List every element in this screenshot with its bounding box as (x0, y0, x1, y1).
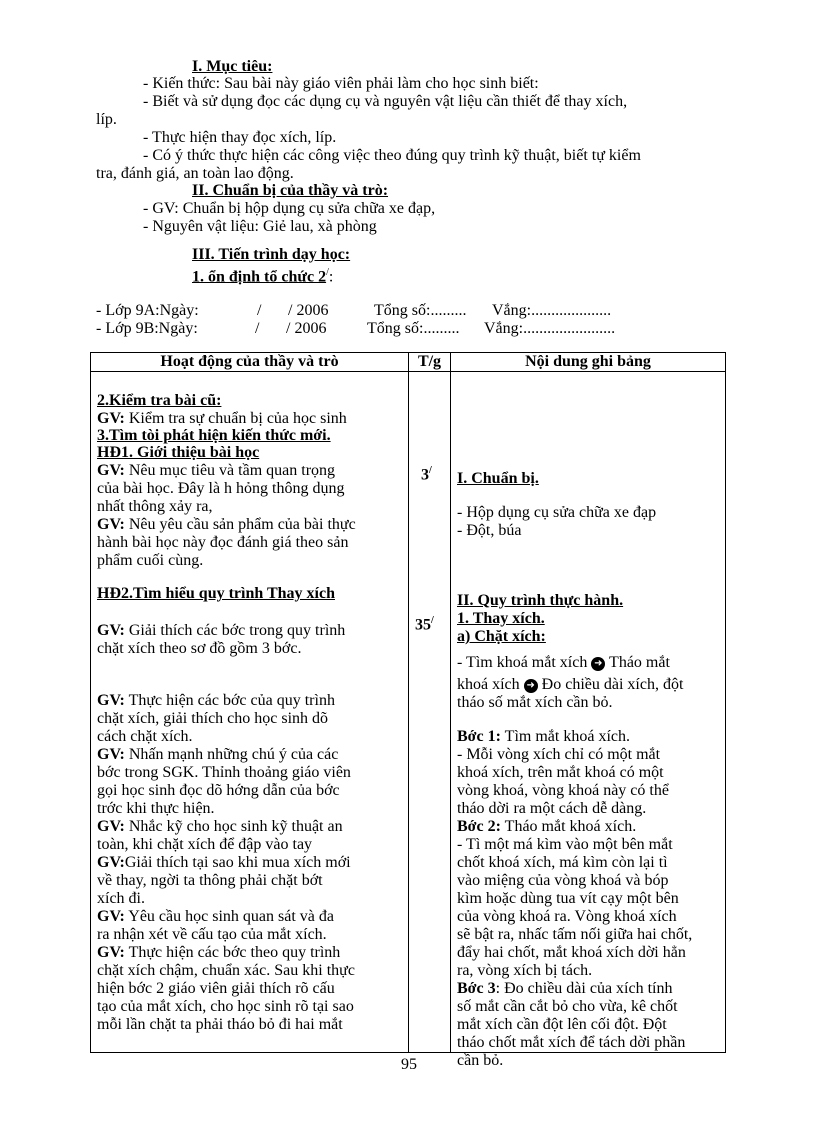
absent-count: Vắng:.................... (492, 302, 612, 319)
activity-line (97, 782, 340, 800)
steps-summary-line: tháo số mắt xích cần bỏ. (457, 694, 613, 711)
line-text: của bài học. Đây là h hỏng thông dụng (97, 480, 345, 497)
line-text: Tháo mắt (605, 654, 670, 671)
section-preparation-heading: II. Chuẩn bị của thầy và trò: (192, 182, 389, 199)
line-text: Nhấn mạnh những chú ý của các (124, 746, 339, 763)
activity1-heading: HĐ1. Giới thiệu bài học (97, 444, 260, 461)
gv-label: GV: (97, 818, 125, 835)
activity-line (97, 926, 327, 944)
table-header-row (91, 353, 726, 372)
objective-line: - Thực hiện thay đọc xích, líp. (143, 129, 337, 146)
gv-label: GV: (97, 692, 125, 709)
gv-label: GV: (97, 462, 125, 479)
new-knowledge-heading: 3.Tìm tòi phát hiện kiến thức mới. (97, 427, 331, 444)
organization-heading (192, 264, 333, 286)
chain-cutting-heading: a) Chặt xích: (457, 628, 546, 645)
objective-line: - Biết và sử dụng đọc các dụng cụ và nguyên vật liệu cần thiết để thay xích, (143, 93, 628, 110)
class-label: - Lớp 9A:Ngày: (96, 302, 199, 319)
steps-summary-line (457, 676, 683, 694)
organization-heading-text: 1. ổn định tổ chức 2 (192, 268, 327, 286)
gv-label: GV: (97, 746, 125, 763)
line-text: mỗi lần chặt ta phải tháo bỏ đi hai mắt (97, 1016, 343, 1033)
total-count: Tổng số:......... (374, 302, 467, 319)
step-line: mắt xích cần đột lên cối đột. Đột (457, 1016, 667, 1033)
line-text: Tháo mắt khoá xích. (500, 818, 637, 835)
preparation-item: - Hộp dụng cụ sửa chữa xe đạp (457, 504, 657, 521)
activity-line (97, 516, 356, 534)
activity-line (97, 944, 340, 962)
step-line: chốt khoá xích, má kìm còn lại tì (457, 854, 668, 871)
activity-line (97, 998, 354, 1016)
step-line: cần bỏ. (457, 1052, 504, 1069)
time-cell (409, 372, 451, 1053)
activity-line (97, 818, 343, 836)
board-content-cell (451, 372, 726, 1069)
line-text: hành bài học này đọc đánh giá theo sản (97, 534, 349, 551)
activity-line (97, 1016, 343, 1034)
page-number: 95 (401, 1056, 417, 1073)
activity-line (97, 498, 213, 516)
step-line: của vòng khoá ra. Vòng khoá xích (457, 908, 677, 925)
step-line: số mắt cần cắt bỏ cho vừa, kê chốt (457, 998, 678, 1015)
step-line: - Mỗi vòng xích chỉ có một mắt (457, 746, 661, 763)
line-text: : Đo chiều dài của xích tính (495, 980, 673, 997)
activity-line (97, 462, 335, 480)
line-text: Nhắc kỹ cho học sinh kỹ thuật an (124, 818, 343, 835)
activity-line (97, 980, 335, 998)
line-text: chặt xích theo sơ đồ gồm 3 bớc. (97, 640, 302, 657)
line-text: bớc trong SGK. Thỉnh thoảng giáo viên (97, 764, 351, 781)
step-label: Bớc 1: (457, 728, 501, 745)
time-value (415, 612, 434, 634)
steps-summary-line (457, 654, 670, 672)
step3-title (457, 980, 672, 998)
gv-label: GV: (97, 410, 125, 427)
activity-line (97, 534, 348, 552)
practice-procedure-heading: II. Quy trình thực hành. (457, 592, 624, 609)
gv-label: GV: (97, 516, 125, 533)
date-slash: / (257, 302, 262, 319)
arrow-icon: ➜ (524, 679, 538, 693)
activity-line (97, 890, 145, 908)
objective-line: - Kiến thức: Sau bài này giáo viên phải làm cho học sinh biết: (143, 75, 539, 92)
step-line: vòng khoá, vòng khoá này có thể (457, 782, 669, 799)
absent-count: Vắng:....................... (484, 320, 616, 337)
line-text: cách chặt xích. (97, 728, 193, 745)
line-text: gọi học sinh đọc dõ hớng dẫn của bớc (97, 782, 340, 799)
line-text: Thực hiện các bớc theo quy trình (124, 944, 341, 961)
line-text: Nêu yêu cầu sản phẩm của bài thực (124, 516, 356, 533)
chain-replacement-heading: 1. Thay xích. (457, 610, 545, 627)
activity-line (97, 728, 193, 746)
line-text: khoá xích (457, 676, 524, 693)
line-text: Yêu cầu học sinh quan sát và đa (124, 908, 334, 925)
old-lesson-check-line (97, 410, 347, 428)
gv-label: GV: (97, 944, 125, 961)
step1-title (457, 728, 630, 746)
activity-line (97, 480, 345, 498)
time-value (421, 462, 432, 484)
activity2-heading: HĐ2.Tìm hiểu quy trình Thay xích (97, 585, 335, 602)
line-text: trớc khi thực hiện. (97, 800, 215, 817)
time-number: 3 (421, 466, 429, 484)
activity-line (97, 622, 345, 640)
preparation-line: - Nguyên vật liệu: Giẻ lau, xà phòng (143, 218, 377, 235)
step-line: sẽ bật ra, nhấc tấm nối giữa hai chốt, (457, 926, 693, 943)
line-text: xích đi. (97, 890, 145, 907)
section-process-heading: III. Tiến trình dạy học: (192, 246, 351, 263)
step-line: kìm hoặc dùng tua vít cạy một bên (457, 890, 679, 907)
total-count: Tổng số:......... (367, 320, 460, 337)
line-text: phẩm cuối cùng. (97, 552, 204, 569)
activity-line (97, 962, 355, 980)
activity-line (97, 836, 312, 854)
date-slash: / (255, 320, 260, 337)
organization-heading-sup: / (326, 267, 329, 278)
line-text: chặt xích, giải thích cho học sinh dõ (97, 710, 329, 727)
line-text: Thực hiện các bớc của quy trình (124, 692, 335, 709)
class-label: - Lớp 9B:Ngày: (96, 320, 198, 337)
header-activities: Hoạt động của thầy và trò (91, 353, 409, 372)
line-text: Tìm mắt khoá xích. (500, 728, 630, 745)
line-text: về thay, ngời ta thông phải chặt bớt (97, 872, 323, 889)
organization-heading-tail: : (328, 268, 334, 286)
activity-line (97, 692, 335, 710)
activity-line (97, 640, 301, 658)
step-line: tháo dời ra một cách dễ dàng. (457, 800, 647, 817)
line-text: - Tìm khoá mắt xích (457, 654, 592, 671)
preparation-item: - Đột, búa (457, 522, 522, 539)
line-text: ra nhận xét về cấu tạo của mắt xích. (97, 926, 327, 943)
line-text: Đo chiều dài xích, đột (537, 676, 684, 693)
gv-label: GV: (97, 908, 125, 925)
activity-line (97, 854, 351, 872)
date-year: / 2006 (288, 302, 329, 319)
line-text: Giải thích các bớc trong quy trình (124, 622, 346, 639)
gv-label: GV: (97, 854, 125, 871)
step-line: đẩy hai chốt, mắt khoá xích dời hẳn (457, 944, 686, 961)
step-line: tháo chốt mắt xích để tách dời phần (457, 1034, 686, 1051)
preparation-heading: I. Chuẩn bị. (457, 470, 539, 487)
preparation-line: - GV: Chuẩn bị hộp dụng cụ sửa chữa xe đạp, (143, 200, 436, 217)
activity-line (97, 746, 338, 764)
activity-line (97, 908, 334, 926)
header-board-content: Nội dung ghi bảng (451, 353, 726, 372)
line-text: Giải thích tại sao khi mua xích mới (124, 854, 351, 871)
objective-line: líp. (96, 111, 117, 128)
line-text: Nêu mục tiêu và tầm quan trọng (124, 462, 336, 479)
time-number: 35 (415, 616, 431, 634)
date-year: / 2006 (286, 320, 327, 337)
time-sup: / (431, 615, 434, 626)
line-text: hiện bớc 2 giáo viên giải thích rõ cấu (97, 980, 335, 997)
objective-line: - Có ý thức thực hiện các công việc theo đúng quy trình kỹ thuật, biết tự kiểm (143, 147, 641, 164)
table-body-row (91, 372, 726, 1053)
line-text: toàn, khi chặt xích để đập vào tay (97, 836, 313, 853)
step-line: ra, vòng xích bị tách. (457, 962, 593, 979)
activity-line (97, 710, 328, 728)
line-text: Kiểm tra sự chuẩn bị của học sinh (124, 410, 347, 427)
old-lesson-check-heading: 2.Kiểm tra bài cũ: (97, 392, 222, 409)
step-line: - Tì một má kìm vào một bên mắt (457, 836, 673, 853)
objective-line: tra, đánh giá, an toàn lao động. (96, 165, 294, 182)
arrow-icon: ➜ (591, 657, 605, 671)
activity-line (97, 552, 203, 570)
activity-line (97, 800, 215, 818)
step2-title (457, 818, 636, 836)
header-time: T/g (409, 353, 451, 372)
step-label: Bớc 2: (457, 818, 501, 835)
line-text: chặt xích chậm, chuẩn xác. Sau khi thực (97, 962, 355, 979)
time-sup: / (429, 465, 432, 476)
step-label: Bớc 3 (457, 980, 496, 997)
gv-label: GV: (97, 622, 125, 639)
step-line: khoá xích, trên mắt khoá có một (457, 764, 664, 781)
activity-line (97, 764, 351, 782)
activity-line (97, 872, 323, 890)
step-line: vào miệng của vòng khoá và bóp (457, 872, 669, 889)
line-text: tạo của mắt xích, cho học sinh rõ tại sao (97, 998, 354, 1015)
activities-cell (91, 372, 409, 1053)
line-text: nhất thông xảy ra, (97, 498, 213, 515)
section-objectives-heading: I. Mục tiêu: (192, 58, 273, 75)
